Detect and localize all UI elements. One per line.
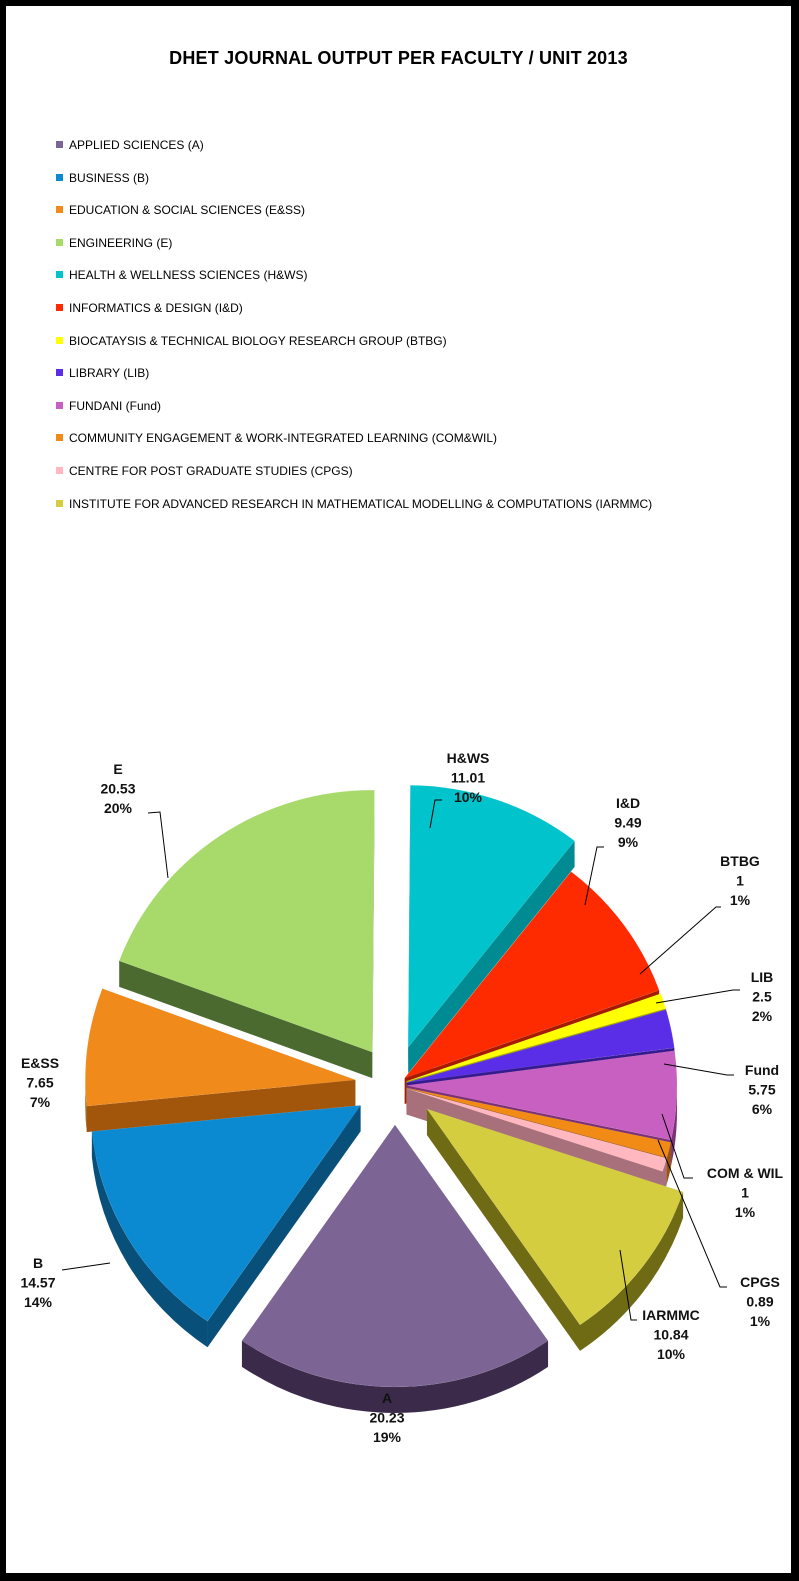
slice-percent-label: 6% xyxy=(751,1101,773,1117)
leader-line xyxy=(656,990,740,1003)
slice-value-label: 5.75 xyxy=(748,1081,776,1098)
slice-label: LIB xyxy=(750,969,774,985)
legend-label: FUNDANI (Fund) xyxy=(69,398,162,413)
legend-label: BUSINESS (B) xyxy=(69,170,150,185)
leader-line xyxy=(640,907,721,974)
slice-value-label: 20.53 xyxy=(100,780,136,797)
slice-label: H&WS xyxy=(446,750,490,766)
slice-value-label: 7.65 xyxy=(26,1074,54,1091)
slice-label: E&SS xyxy=(20,1055,60,1071)
slice-value-label: 1 xyxy=(741,1184,749,1201)
slice-label: COM & WIL xyxy=(706,1165,784,1181)
slice-value-label: 0.89 xyxy=(746,1293,774,1310)
legend-label: HEALTH & WELLNESS SCIENCES (H&WS) xyxy=(69,268,308,283)
legend-label: EDUCATION & SOCIAL SCIENCES (E&SS) xyxy=(69,203,306,218)
slice-percent-label: 14% xyxy=(23,1294,53,1310)
slice-value-label: 11.01 xyxy=(450,769,486,786)
slice-label: Fund xyxy=(744,1062,780,1078)
slice-label: B xyxy=(32,1255,44,1271)
legend-label: LIBRARY (LIB) xyxy=(69,366,150,381)
slice-label: CPGS xyxy=(740,1274,780,1290)
legend-label: INSTITUTE FOR ADVANCED RESEARCH IN MATHEMATICAL MODELLING & COMPUTATIONS (IARMMC) xyxy=(69,496,653,511)
slice-percent-label: 7% xyxy=(29,1094,51,1110)
chart-title: DHET JOURNAL OUTPUT PER FACULTY / UNIT 2013 xyxy=(169,48,628,68)
slice-percent-label: 1% xyxy=(734,1204,756,1220)
slice-percent-label: 9% xyxy=(617,834,639,850)
leader-line xyxy=(148,812,168,878)
slice-value-label: 9.49 xyxy=(614,814,642,831)
slice-label: E xyxy=(113,761,123,777)
slice-value-label: 10.84 xyxy=(653,1326,689,1343)
slice-percent-label: 10% xyxy=(453,789,483,805)
slice-percent-label: 1% xyxy=(729,892,751,908)
slice-value-label: 1 xyxy=(736,872,744,889)
slice-percent-label: 20% xyxy=(103,800,133,816)
legend-label: COMMUNITY ENGAGEMENT & WORK-INTEGRATED LEARNING (COM&WIL) xyxy=(69,431,498,446)
slice-percent-label: 1% xyxy=(749,1313,771,1329)
slice-value-label: 2.5 xyxy=(752,988,772,1005)
slice-percent-label: 10% xyxy=(656,1346,686,1362)
slice-label: IARMMC xyxy=(642,1307,700,1323)
slice-value-label: 14.57 xyxy=(20,1274,56,1291)
slice-value-label: 20.23 xyxy=(369,1409,405,1426)
slice-label: I&D xyxy=(615,795,641,811)
legend-label: BIOCATAYSIS & TECHNICAL BIOLOGY RESEARCH GROUP (BTBG) xyxy=(69,333,447,348)
slice-label: BTBG xyxy=(720,853,760,869)
legend-label: CENTRE FOR POST GRADUATE STUDIES (CPGS) xyxy=(69,463,353,478)
slice-percent-label: 19% xyxy=(372,1429,402,1445)
leader-line xyxy=(62,1263,110,1270)
legend-label: APPLIED SCIENCES (A) xyxy=(69,138,204,152)
legend-label: INFORMATICS & DESIGN (I&D) xyxy=(69,300,243,315)
slice-label: A xyxy=(381,1390,393,1406)
slice-percent-label: 2% xyxy=(751,1008,773,1024)
legend-label: ENGINEERING (E) xyxy=(69,235,173,250)
